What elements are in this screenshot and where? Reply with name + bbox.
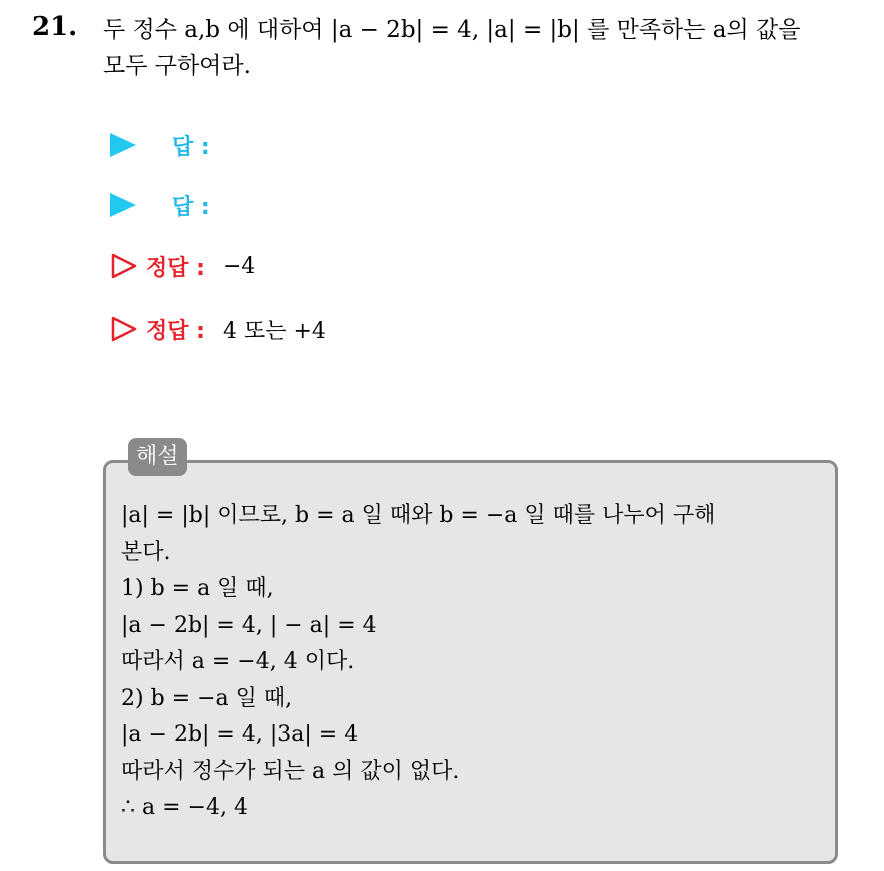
solution-line: |a − 2b| = 4, | − a| = 4 [121,612,377,638]
solution-line: 1) b = a 일 때, [121,576,274,601]
question-line-2: 모두 구하여라. [103,53,251,79]
question-text [103,12,873,84]
correct-answer-row-2 [110,311,326,347]
question-line-1: 두 정수 a,b 에 대하여 |a − 2b| = 4, |a| = |b| 를 만족하는 a의 값을 [103,17,801,43]
outline-triangle-icon [110,252,138,280]
correct-answer-label: 정답 : [146,255,205,281]
correct-answer-label: 정답 : [146,318,205,344]
solution-line: 따라서 정수가 되는 a 의 값이 없다. [121,758,460,784]
question-number: 21. [32,12,78,42]
correct-answer-value: 4 또는 +4 [222,318,326,344]
correct-answer-row-1 [110,248,255,284]
solution-line: 2) b = −a 일 때, [121,685,293,711]
solution-tag: 해설 [128,438,187,476]
solution-line: |a| = |b| 이므로, b = a 일 때와 b = −a 일 때를 나누어 구해 [121,503,716,528]
outline-triangle-icon [110,315,138,343]
answer-row-2 [110,187,228,223]
answer-label: 답 : [172,194,210,220]
solution-line: 본다. [121,539,171,565]
answer-row-1 [110,127,228,163]
correct-answer-value: −4 [222,253,256,279]
solution-body [121,498,836,827]
solution-line: |a − 2b| = 4, |3a| = 4 [121,722,359,747]
play-triangle-icon [110,133,136,157]
answer-label: 답 : [172,134,210,160]
play-triangle-icon [110,193,136,217]
solution-line: 따라서 a = −4, 4 이다. [121,649,355,674]
solution-line: ∴ a = −4, 4 [121,795,248,820]
